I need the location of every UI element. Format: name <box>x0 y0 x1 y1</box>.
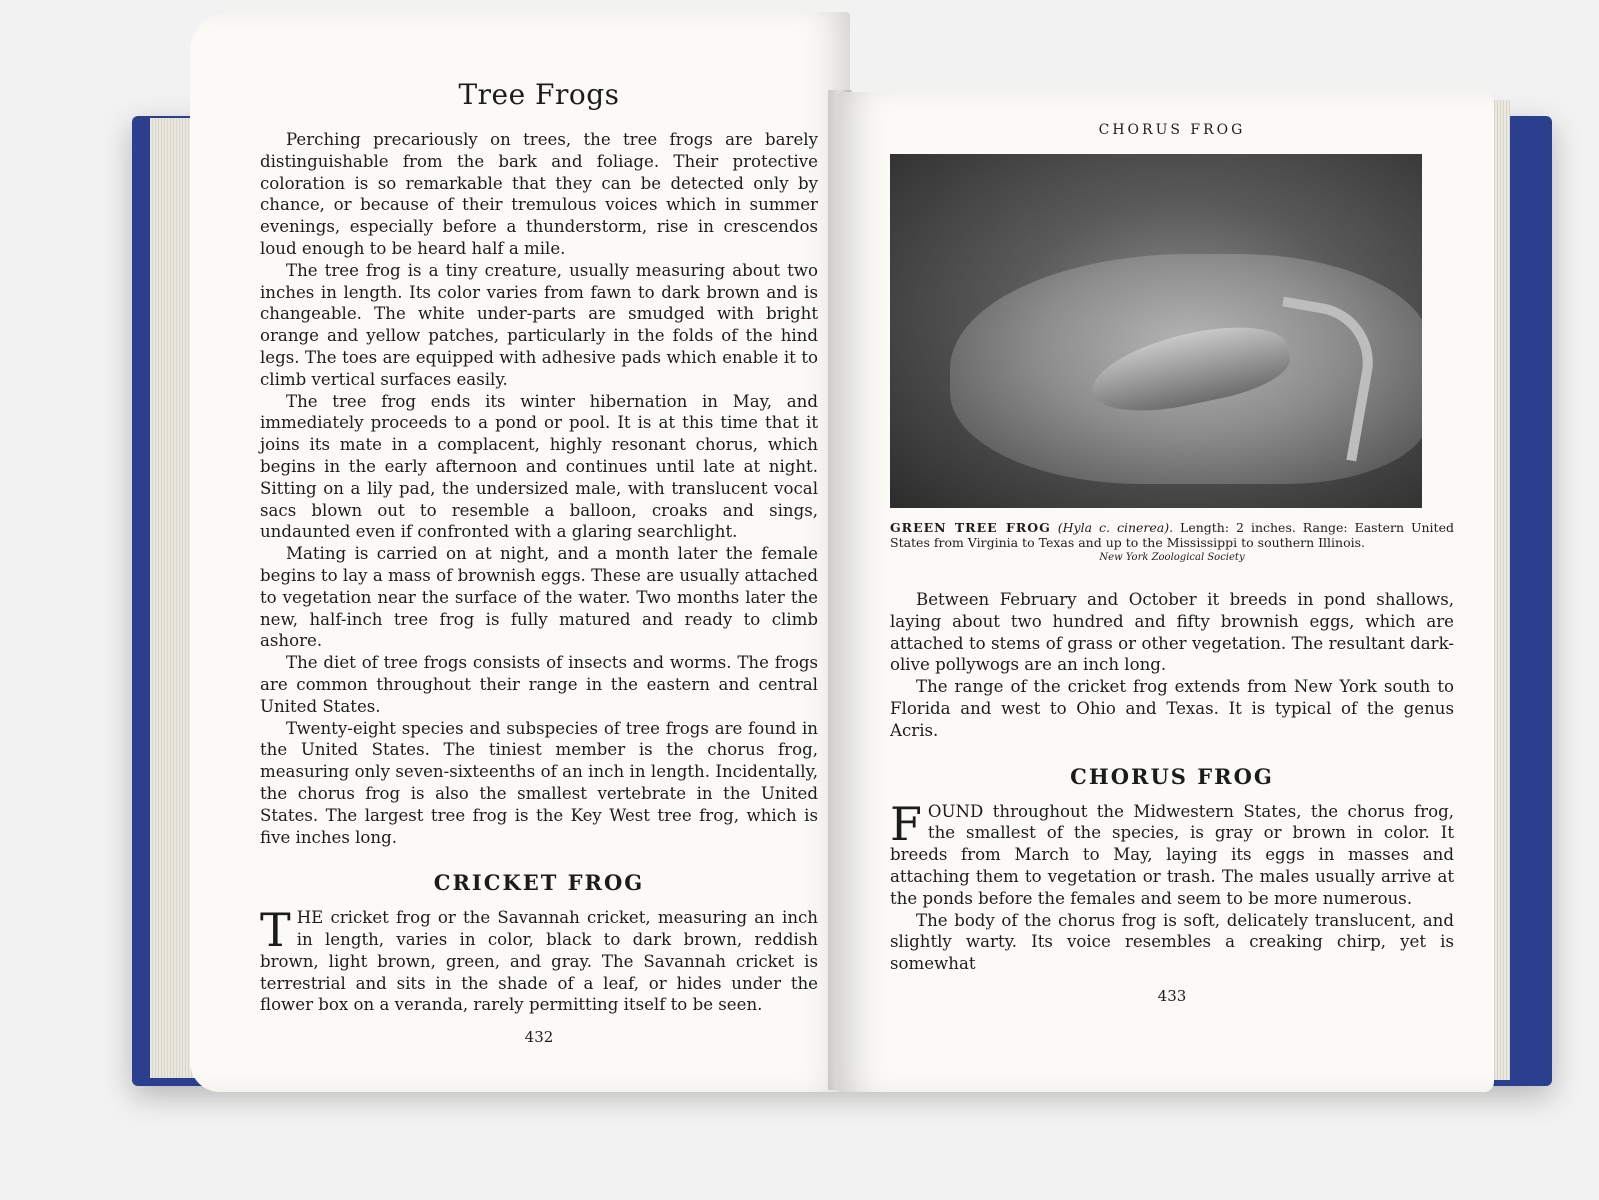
chapter-title: Tree Frogs <box>458 78 620 111</box>
paragraph: Twenty-eight species and subspecies of tree frogs are found in the United States. The tiniest member is the chorus frog, measuring only seven-sixteenths of an inch in length. Incidentally, the chorus frog is also the smallest vertebrate in the United States. The largest tree frog is the Key West tree frog, which is five inches long. <box>260 718 818 847</box>
left-page <box>190 12 850 1092</box>
section-paragraph <box>890 796 1454 910</box>
drop-cap: T <box>260 903 291 958</box>
caption-text: Length: 2 inches. Range: Eastern United States from Virginia to Texas and up to the Mississippi to southern Illinois. <box>890 520 1454 550</box>
right-page <box>838 92 1494 1092</box>
drop-cap: F <box>890 796 922 851</box>
paragraph: The tree frog is a tiny creature, usually measuring about two inches in length. Its color varies from fawn to dark brown and is changeable. The white under-parts are smudged with bright orange and yellow patches, particularly in the folds of the hind legs. The toes are equipped with adhesive pads which enable it to climb vertical surfaces easily. <box>260 260 818 389</box>
frog-photo <box>890 154 1422 508</box>
paragraph: The body of the chorus frog is soft, delicately translucent, and slightly warty. Its voice resembles a creaking chirp, yet is somewhat <box>890 910 1454 974</box>
photo-caption <box>890 520 1454 550</box>
section-text: HE cricket frog or the Savannah cricket, measuring an inch in length, varies in color, black to dark brown, reddish brown, light brown, green, and gray. The Savannah cricket is terrestrial and sits in the shade of a leaf, or hides under the flower box on a veranda, rarely permitting itself to be seen. <box>260 908 818 1015</box>
caption-latin: (Hyla c. cinerea). <box>1057 520 1174 535</box>
caption-species: GREEN TREE FROG <box>890 520 1051 535</box>
page-number: 432 <box>524 1028 554 1047</box>
paragraph: The diet of tree frogs consists of insects and worms. The frogs are common throughout their range in the eastern and central United States. <box>260 653 818 716</box>
paragraph: Perching precariously on trees, the tree frogs are barely distinguishable from the bark and foliage. Their protective coloration is so remarkable that they can be detected only by chance, or because of their tremulous voices which in summer evenings, especially before a thunderstorm, rise in crescendos loud enough to be heard half a mile. <box>260 130 818 258</box>
section-paragraph <box>260 903 818 1016</box>
photo-credit: New York Zoological Society <box>1099 552 1245 563</box>
paragraph: The range of the cricket frog extends from New York south to Florida and west to Ohio and Texas. It is typical of the genus Acris. <box>890 677 1454 740</box>
paragraph: Mating is carried on at night, and a month later the female begins to lay a mass of brownish eggs. These are usually attached to vegetation near the surface of the water. Two months later the new, half-inch tree frog is fully matured and ready to climb ashore. <box>260 544 818 651</box>
paragraph: Between February and October it breeds in pond shallows, laying about two hundred and fifty brownish eggs, which are attached to stems of grass or other vegetation. The resultant dark-olive pollywogs are an inch long. <box>890 590 1454 675</box>
section-title-cricket-frog: CRICKET FROG <box>433 870 645 896</box>
paragraph: The tree frog ends its winter hibernation in May, and immediately proceeds to a pond or pool. It is at this time that it joins its mate in a complacent, highly resonant chorus, which begins in the early afternoon and continues until late at night. Sitting on a lily pad, the undersized male, with translucent vocal sacs blown out to resemble a balloon, croaks and sings, undaunted even if confronted with a glaring searchlight. <box>260 391 818 542</box>
section-text: OUND throughout the Midwestern States, the chorus frog, the smallest of the species, is gray or brown in color. It breeds from March to May, laying its eggs in masses and attaching them to vegetation or trash. The males usually arrive at the ponds before the females and seem to be more numerous. <box>890 801 1454 908</box>
page-number: 433 <box>1157 986 1187 1005</box>
section-title-chorus-frog: CHORUS FROG <box>1070 763 1274 789</box>
running-head: CHORUS FROG <box>1098 122 1246 138</box>
